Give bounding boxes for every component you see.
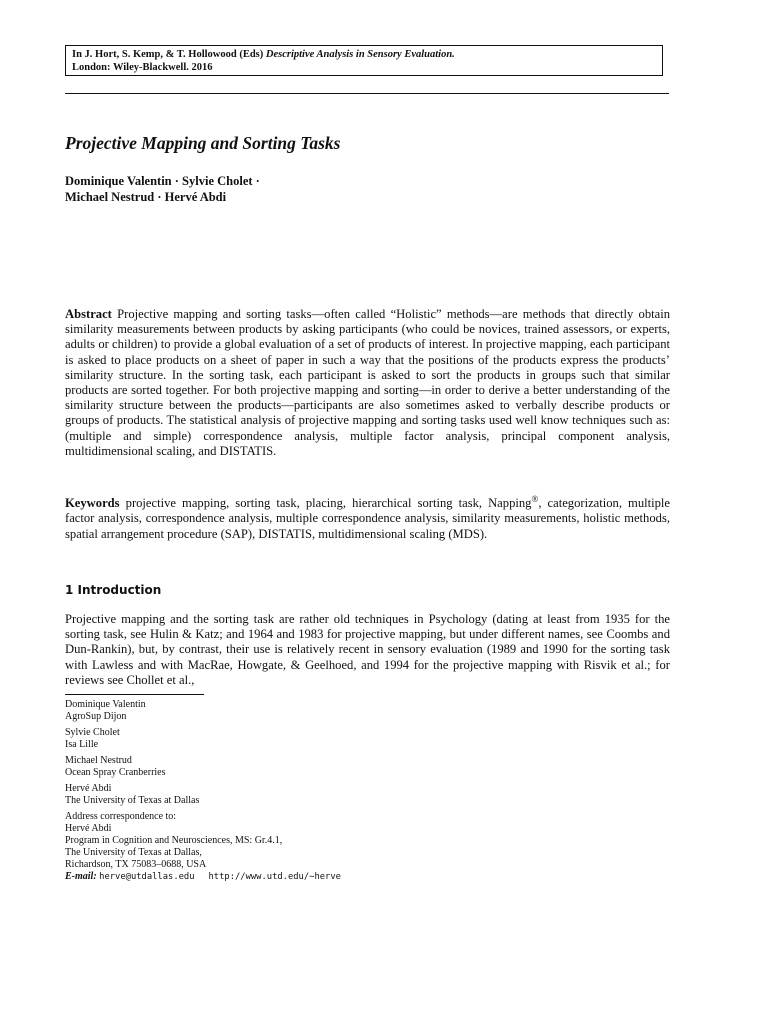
citation-line-2: London: Wiley-Blackwell. 2016 — [72, 62, 213, 73]
section-heading-introduction: 1 Introduction — [65, 583, 162, 597]
citation-prefix: In J. Hort, S. Kemp, & T. Hollowood (Eds) — [72, 49, 266, 60]
affiliation-org: AgroSup Dijon — [65, 711, 127, 722]
authors-line-2: Michael Nestrud · Hervé Abdi — [65, 190, 227, 204]
author-list — [65, 173, 260, 205]
homepage-link[interactable]: http://www.utd.edu/∼herve — [208, 872, 341, 882]
correspondence-line: Richardson, TX 75083–0688, USA — [65, 859, 207, 870]
abstract-text: Projective mapping and sorting tasks—often called “Holistic” methods—are methods that directly obtain similarity measurements between products by asking participants (who could be novices, trained assessors, or experts, adults or children) to provide a global evaluation of a set of products of interest. In projective mapping, each participant is asked to place products on a sheet of paper in such a way that the positions of the products express the products’ similarity structure. In the sorting task, each participant is asked to sort the products in groups such that similar products are sorted together. For both projective mapping and sorting—in order to derive a better understanding of the similarity structure between the products—participants are also sometimes asked to verbally describe products or groups of products. The statistical analysis of projective mapping and sorting tasks used well know techniques such as: (multiple and simple) correspondence analysis, multiple factor analysis, principal component analysis, multidimensional scaling, and DISTATIS. — [65, 307, 670, 458]
affiliation-name: Michael Nestrud — [65, 755, 132, 766]
email-line — [65, 871, 341, 883]
email-label: E-mail: — [65, 871, 97, 882]
footnote-rule — [65, 694, 204, 695]
affiliation-org: Isa Lille — [65, 739, 99, 750]
email-link[interactable]: herve@utdallas.edu — [99, 872, 195, 882]
affiliation-name: Hervé Abdi — [65, 783, 112, 794]
citation-book-title: Descriptive Analysis in Sensory Evaluation. — [265, 49, 455, 60]
keywords-text-1: projective mapping, sorting task, placing, hierarchical sorting task, Napping — [125, 496, 532, 511]
affiliation-4 — [65, 783, 199, 807]
paper-title: Projective Mapping and Sorting Tasks — [65, 133, 341, 153]
citation-line-1 — [72, 48, 662, 61]
citation-box — [65, 45, 663, 76]
keywords-label: Keywords — [65, 496, 120, 511]
authors-line-1: Dominique Valentin · Sylvie Cholet · — [65, 174, 260, 188]
header-rule — [65, 93, 669, 94]
affiliation-1 — [65, 699, 146, 723]
affiliation-org: Ocean Spray Cranberries — [65, 767, 166, 778]
affiliation-org: The University of Texas at Dallas — [65, 795, 200, 806]
correspondence-line: Address correspondence to: — [65, 811, 177, 822]
abstract-label: Abstract — [65, 307, 112, 321]
affiliation-2 — [65, 727, 120, 751]
keywords-text-2: , categorization, multiple factor analysis, correspondence analysis, multiple correspondence analysis, similarity measurements, holistic methods, spatial arrangement procedure (SAP), DISTATIS, multidimensional scaling (MDS). — [65, 496, 671, 541]
affiliation-name: Sylvie Cholet — [65, 727, 120, 738]
affiliation-3 — [65, 755, 166, 779]
correspondence-line: Hervé Abdi — [65, 823, 112, 834]
affiliation-name: Dominique Valentin — [65, 699, 146, 710]
abstract-paragraph — [65, 307, 670, 459]
introduction-paragraph: Projective mapping and the sorting task are rather old techniques in Psychology (dating at least from 1935 for the sorting task, see Hulin & Katz; and 1964 and 1983 for projective mapping, but under different names, see Coombs and Dun-Rankin), but, by contrast, their use is relatively recent in sensory evaluation (1989 and 1990 for the sorting task with Lawless and with MacRae, Howgate, & Geelhoed, and 1994 for the projective mapping with Risvik et al.; for reviews see Chollet et al., — [65, 612, 670, 687]
correspondence-line: The University of Texas at Dallas, — [65, 847, 202, 858]
correspondence-line: Program in Cognition and Neurosciences, MS: Gr.4.1, — [65, 835, 283, 846]
keywords-paragraph — [65, 492, 670, 542]
correspondence-block — [65, 811, 341, 883]
registered-mark: ® — [531, 494, 539, 504]
